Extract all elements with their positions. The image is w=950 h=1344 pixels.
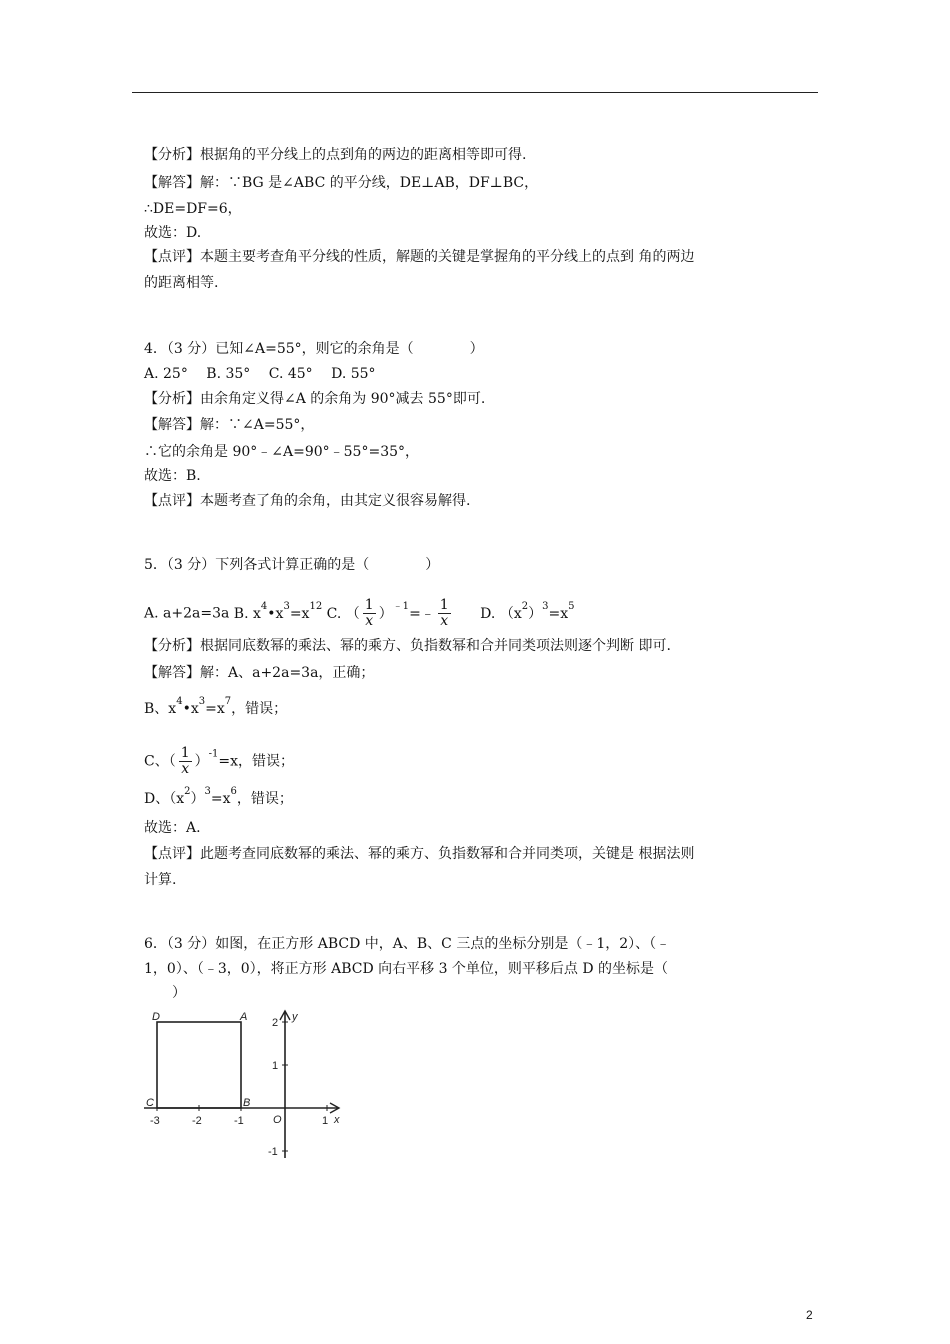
q4-options: A. 25° B. 35° C. 45° D. 55° [144,366,376,382]
y-tick-label: 1 [272,1060,279,1072]
x-tick-label: -2 [192,1115,202,1127]
y-tick-label: 2 [272,1017,279,1029]
q3-choice: 故选：D. [144,225,202,241]
x-tick-label: -3 [150,1115,160,1127]
q5-stem: 5．（3 分）下列各式计算正确的是（ ） [144,557,440,573]
q6-stem-line2: 1，0）、（﹣3，0），将正方形 ABCD 向右平移 3 个单位，则平移后点 D 的坐标是（ [144,961,669,977]
q3-step: ∴DE=DF=6， [144,201,242,217]
x-tick-label: 1 [322,1115,329,1127]
q6-stem-line1: 6．（3 分）如图，在正方形 ABCD 中，A、B、C 三点的坐标分别是（﹣1，2）、（﹣ [144,936,671,952]
q4-solution: 【解答】解：∵∠A=55°， [144,417,315,433]
label-x-axis: x [334,1114,340,1126]
q5-comment-line2: 计算. [144,872,177,888]
q3-comment-line2: 的距离相等. [144,275,219,291]
q5-options [144,598,574,629]
q5-solution-b: B、$x^4•x^3=x^7$，错误； [144,696,288,717]
q3-comment-line1: 【点评】本题主要考查角平分线的性质，解题的关键是掌握角的平分线上的点到 角的两边 [144,249,695,265]
q5-analysis: 【分析】根据同底数幂的乘法、幂的乘方、负指数幂和合并同类项法则逐个判断 即可. [144,638,671,654]
q5-solution-c: C、（ $\frac{1}{x}$ ）$^{-1}$=x，错误； [144,745,295,777]
header-rule [132,92,818,93]
label-y-axis: y [292,1011,298,1023]
label-c: C [146,1097,154,1109]
q4-comment: 【点评】本题考查了角的余角，由其定义很容易解得. [144,493,471,509]
fraction-1-over-x: $\frac{1}{x}$ [439,597,449,629]
label-origin: O [273,1114,282,1126]
q5-option-b: B. $x^4•x^3=x^{12}$ [233,600,323,622]
q5-option-c: C. （ $\frac{1}{x}$ ）$^{﹣1}$=﹣ $\frac{1}{x}$ [326,597,449,629]
q4-choice: 故选：B. [144,468,201,484]
page-number: 2 [806,1308,813,1322]
square-abcd [157,1022,241,1108]
q5-option-d: D. $(x^2)^3=x^5$ [480,600,575,622]
y-tick-label: -1 [268,1146,278,1158]
label-a: A [240,1011,248,1023]
q6-stem-line3: ） [144,985,186,1001]
x-tick-label: -1 [234,1115,244,1127]
fraction-1-over-x: $\frac{1}{x}$ [180,745,190,777]
label-b: B [243,1097,251,1109]
fraction-1-over-x: $\frac{1}{x}$ [364,597,374,629]
label-d: D [152,1011,160,1023]
q5-solution-a: 【解答】解：A、a+2a=3a，正确； [144,665,375,681]
q3-solution: 【解答】解：∵BG 是∠ABC 的平分线，DE⊥AB，DF⊥BC， [144,175,539,191]
q3-analysis: 【分析】根据角的平分线上的点到角的两边的距离相等即可得. [144,147,527,163]
q5-comment-line1: 【点评】此题考查同底数幂的乘法、幂的乘方、负指数幂和合并同类项，关键是 根据法则 [144,846,695,862]
q4-step: ∴它的余角是 90°﹣∠A=90°﹣55°=35°， [144,444,420,460]
q4-stem: 4．（3 分）已知∠A=55°，则它的余角是（ ） [144,341,484,357]
coordinate-figure [140,1008,350,1168]
q4-analysis: 【分析】由余角定义得∠A 的余角为 90°减去 55°即可. [144,391,486,407]
q5-solution-d: D、$(x^2)^3=x^6$，错误； [144,786,293,807]
q5-option-a: A. a+2a=3a [144,605,230,622]
q5-choice: 故选：A. [144,820,201,836]
